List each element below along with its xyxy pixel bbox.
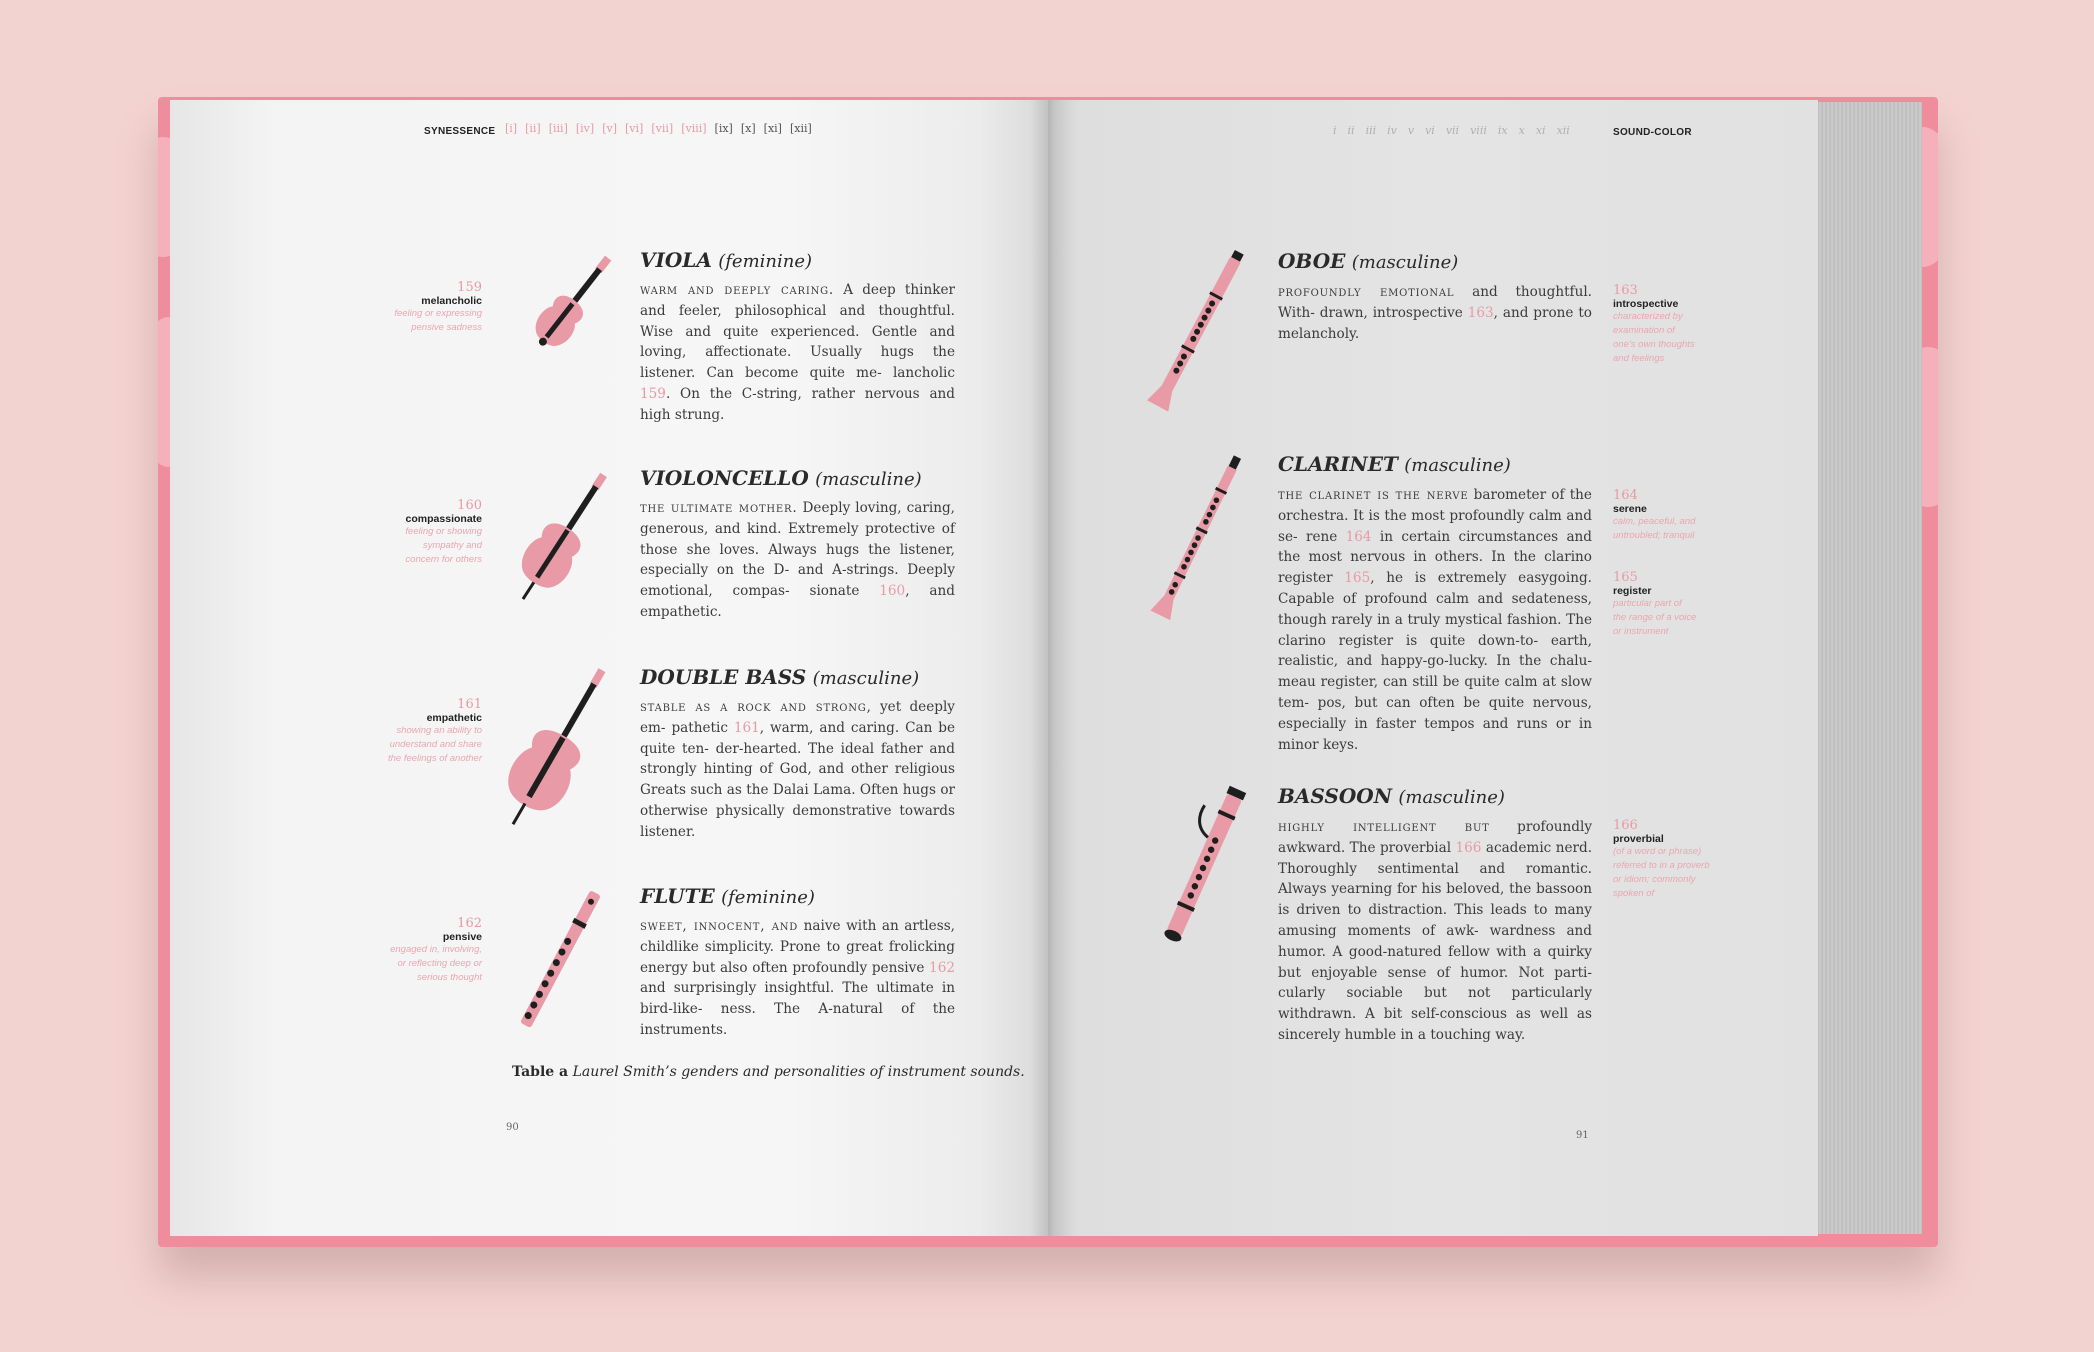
- margin-note-166: 166 proverbial (of a word or phrase) referred to in a proverb or idiom; commonly spoken of: [1613, 818, 1710, 899]
- entry-title-bassoon: BASSOON (masculine): [1278, 784, 1505, 808]
- page-edges: [1818, 102, 1922, 1234]
- nav-link-11[interactable]: [xi]: [763, 122, 782, 135]
- nav-link-r8[interactable]: viii: [1470, 124, 1487, 137]
- left-roman-nav: [505, 122, 812, 135]
- right-folio: 91: [1576, 1130, 1589, 1141]
- nav-link-r10[interactable]: x: [1518, 124, 1525, 137]
- nav-link-9[interactable]: [ix]: [714, 122, 733, 135]
- nav-link-10[interactable]: [x]: [740, 122, 756, 135]
- nav-link-2[interactable]: [ii]: [525, 122, 541, 135]
- nav-link-4[interactable]: [iv]: [575, 122, 595, 135]
- ref-164[interactable]: 164: [1345, 528, 1372, 545]
- entry-title-flute: FLUTE (feminine): [640, 884, 815, 908]
- nav-link-5[interactable]: [v]: [602, 122, 618, 135]
- nav-link-1[interactable]: [i]: [505, 122, 518, 135]
- flute-icon: [500, 880, 620, 1040]
- nav-link-r11[interactable]: xi: [1535, 124, 1546, 137]
- entry-body-viola: warm and deeply caring. A deep thinker and feeler, philosophical and thoughtful. Wise and quite experienced. Gentle and loving, affectionate. Usually hugs the listener. Can become quite me- lancholic 159. On the C-string, rather nervous and high strung.: [640, 282, 956, 423]
- nav-link-r2[interactable]: ii: [1347, 124, 1355, 137]
- nav-link-r12[interactable]: xii: [1556, 124, 1570, 137]
- entry-title-violoncello: VIOLONCELLO (masculine): [640, 466, 922, 490]
- entry-body-oboe: profoundly emotional and thoughtful. With- drawn, introspective 163, and prone to melancholy.: [1278, 284, 1592, 342]
- ref-165[interactable]: 165: [1344, 570, 1371, 587]
- viola-icon: [520, 242, 620, 372]
- nav-link-8[interactable]: [viii]: [681, 122, 707, 135]
- ref-160[interactable]: 160: [879, 583, 906, 600]
- margin-note-160: 160 compassionate feeling or showing sympathy and concern for others: [405, 498, 482, 565]
- margin-note-164: 164 serene calm, peaceful, and untroubled; tranquil: [1613, 488, 1696, 541]
- nav-link-r5[interactable]: v: [1407, 124, 1415, 137]
- violoncello-icon: [500, 462, 620, 622]
- oboe-icon: [1138, 240, 1258, 420]
- double-bass-icon: [478, 660, 628, 850]
- entry-body-flute: sweet, innocent, and naive with an artless, childlike simplicity. Prone to great frolicking energy but also often profoundly pensive 162 and surprisingly insightful. The ultimate in bird-like- ness. The A-natural of the instruments.: [640, 918, 955, 1038]
- margin-note-163: 163 introspective characterized by examination of one’s own thoughts and feelings: [1613, 283, 1695, 364]
- entry-title-double-bass: DOUBLE BASS (masculine): [640, 665, 920, 689]
- right-roman-nav: [1333, 124, 1570, 137]
- spine-gutter: [1030, 100, 1070, 1236]
- entry-title-viola: VIOLA (feminine): [640, 248, 813, 272]
- ref-161[interactable]: 161: [733, 719, 760, 736]
- margin-note-161: 161 empathetic showing an ability to understand and share the feelings of another: [387, 697, 482, 764]
- nav-link-3[interactable]: [iii]: [548, 122, 568, 135]
- right-running-title: SOUND-COLOR: [1613, 127, 1692, 138]
- entry-body-violoncello: the ultimate mother. Deeply loving, caring, generous, and kind. Extremely protective of those she loves. Always hugs the listener, especially on the D- and A-strings. Deeply emotional, compas- sionate 160, and empathetic.: [640, 500, 955, 620]
- nav-link-7[interactable]: [vii]: [651, 122, 674, 135]
- entry-body-clarinet: the clarinet is the nerve barometer of the orchestra. It is the most profoundly calm and se- rene 164 in certain circumstances and the most nervous in others. In the clarino register 165, he is extremely easygoing. Capable of profound calm and sedateness, though rarely in a truly mystical fashion. The clarino register is quite down-to- earth, realistic, and happy-go-lucky. In the chalu- meau register, can still be quite calm at slow tem- pos, but can often be quite nervous, especially in faster tempos and runs or in minor keys.: [1278, 487, 1593, 753]
- nav-link-6[interactable]: [vi]: [625, 122, 644, 135]
- nav-link-r3[interactable]: iii: [1365, 124, 1377, 137]
- ref-159[interactable]: 159: [640, 385, 666, 402]
- nav-link-r9[interactable]: ix: [1497, 124, 1508, 137]
- entry-title-clarinet: CLARINET (masculine): [1278, 452, 1511, 476]
- ref-162[interactable]: 162: [929, 959, 955, 976]
- left-running-title: SYNESSENCE: [424, 126, 496, 137]
- entry-body-double-bass: stable as a rock and strong, yet deeply em- pathetic 161, warm, and caring. Can be quite ten- der-hearted. The ideal father and strongly hinting of God, and other religious Greats such as the Dalai Lama. Often hugs or otherwise physically demonstrative towards listener.: [640, 699, 955, 840]
- nav-link-12[interactable]: [xii]: [789, 122, 812, 135]
- ref-166[interactable]: 166: [1455, 839, 1482, 856]
- margin-note-159: 159 melancholic feeling or expressing pensive sadness: [394, 280, 482, 333]
- margin-note-162: 162 pensive engaged in, involving, or reflecting deep or serious thought: [390, 916, 482, 983]
- nav-link-r4[interactable]: iv: [1387, 124, 1397, 137]
- bassoon-icon: [1138, 778, 1268, 958]
- table-caption: Table a Laurel Smith’s genders and personalities of instrument sounds.: [512, 1064, 1025, 1080]
- entry-body-bassoon: highly intelligent but profoundly awkward. The proverbial 166 academic nerd. Thoroughly sentimental and romantic. Always yearning for his beloved, the bassoon is driven to distraction. This leads to many amusing moments of awk- wardness and humor. A good-natured fellow with a quirky but enjoyable sense of humor. Not parti- cularly sociable but not particularly withdrawn. A bit self-conscious as well as sincerely humble in a touching way.: [1278, 819, 1593, 1043]
- nav-link-r7[interactable]: vii: [1445, 124, 1460, 137]
- clarinet-icon: [1138, 448, 1258, 628]
- left-folio: 90: [506, 1122, 519, 1133]
- nav-link-r1[interactable]: i: [1333, 124, 1337, 137]
- margin-note-165: 165 register particular part of the range of a voice or instrument: [1613, 570, 1697, 637]
- entry-title-oboe: OBOE (masculine): [1278, 249, 1459, 273]
- nav-link-r6[interactable]: vi: [1425, 124, 1435, 137]
- ref-163[interactable]: 163: [1467, 304, 1494, 321]
